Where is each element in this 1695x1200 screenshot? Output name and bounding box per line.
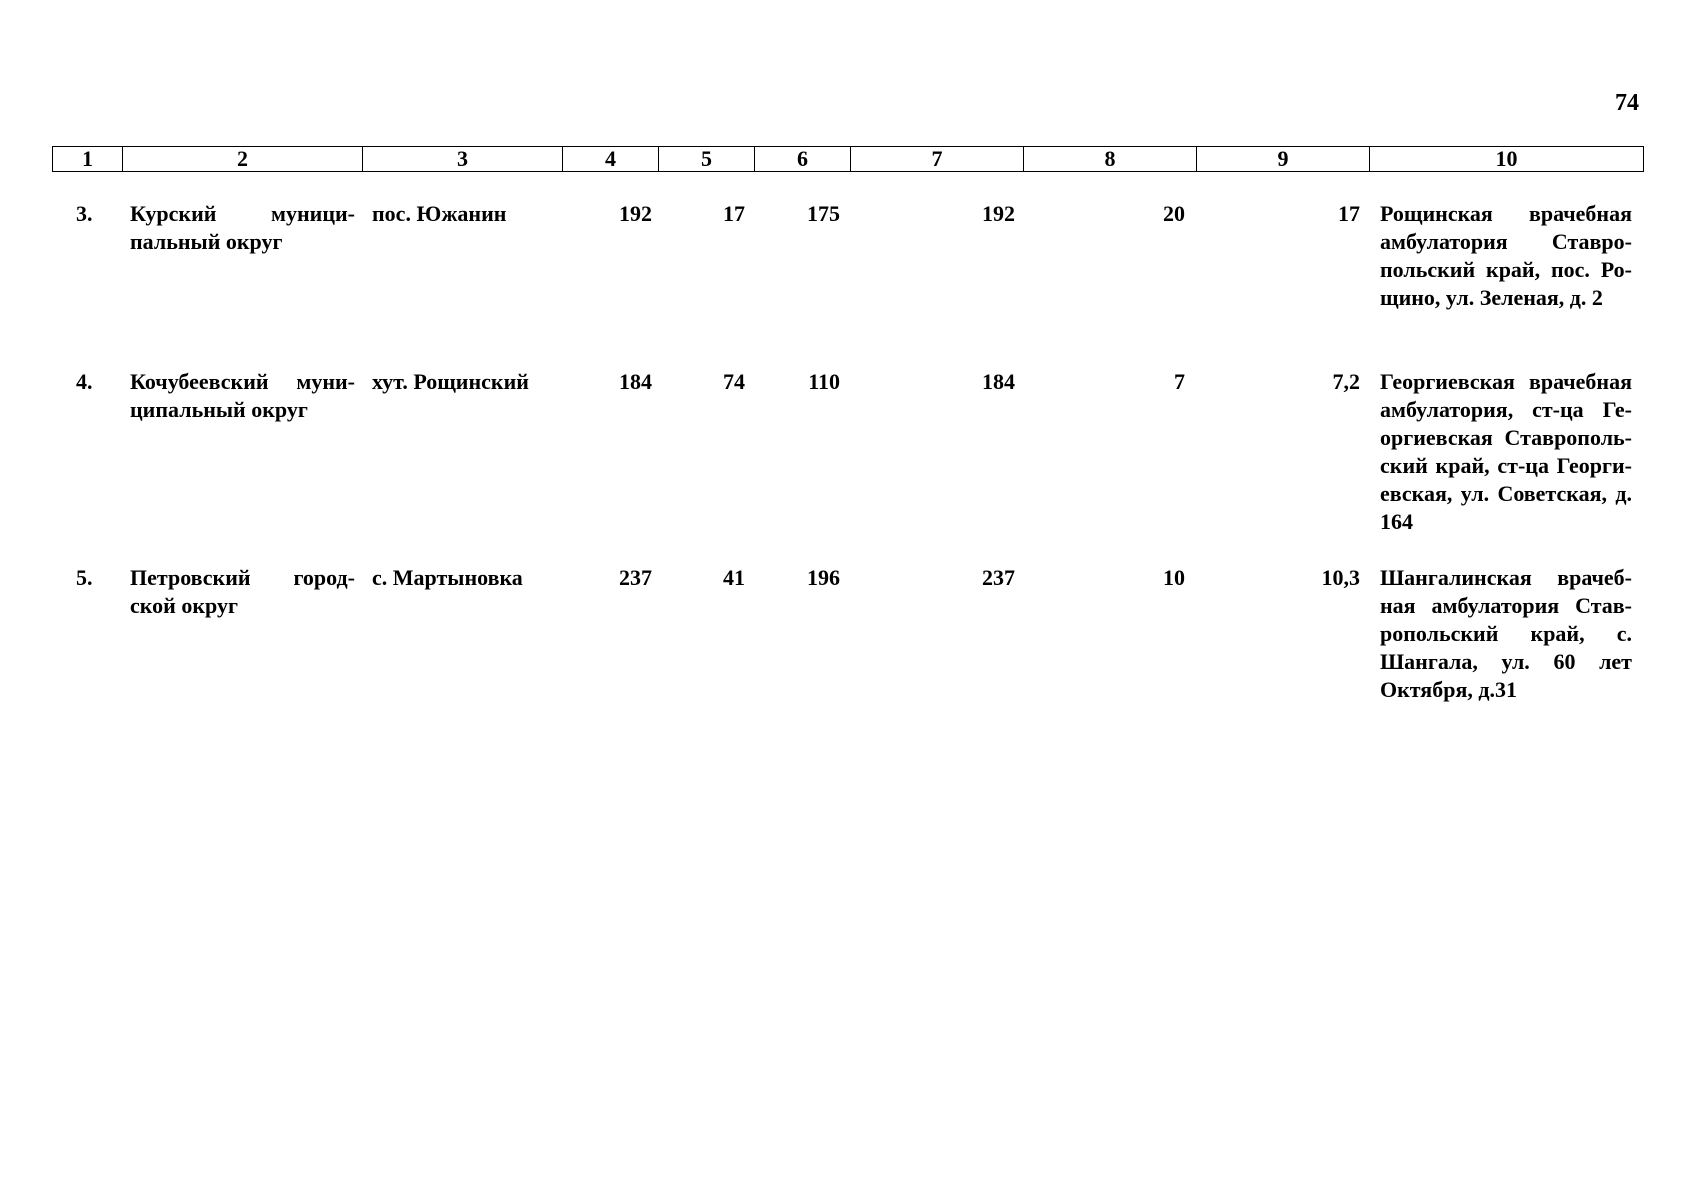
ambulatory-address: Георгиевская врачебная амбулатория, ст-ца Ге-оргиевская Ставрополь-ский край, ст-ца Георги-евская, ул. Советская, д. 164: [1380, 369, 1632, 534]
col-6-value: 175: [807, 201, 840, 226]
col-6-value: 196: [807, 565, 840, 590]
col-7-value: 237: [982, 565, 1015, 590]
header-col-7: 7: [851, 147, 1024, 172]
col-9-value: 10,3: [1321, 565, 1360, 590]
row-number: 3.: [76, 201, 93, 226]
col-8-value: 7: [1174, 369, 1185, 394]
col-4-value: 184: [619, 369, 652, 394]
col-8-value: 20: [1163, 201, 1185, 226]
ambulatory-address: Рощинская врачебная амбулатория Ставро-польский край, пос. Ро-щино, ул. Зеленая, д. 2: [1380, 201, 1632, 310]
col-4-value: 237: [619, 565, 652, 590]
col-8-value: 10: [1163, 565, 1185, 590]
header-col-4: 4: [563, 147, 659, 172]
district-name: Кочубеевский муни-ципальный округ: [130, 369, 355, 422]
row-number: 5.: [76, 565, 93, 590]
settlement-name: хут. Рощинский: [372, 369, 529, 394]
header-col-10: 10: [1370, 147, 1644, 172]
header-col-6: 6: [755, 147, 851, 172]
col-9-value: 7,2: [1332, 369, 1360, 394]
header-col-2: 2: [123, 147, 363, 172]
district-name: Курский муници-пальный округ: [130, 201, 355, 254]
col-7-value: 192: [982, 201, 1015, 226]
page-number: 74: [1615, 90, 1639, 116]
header-col-8: 8: [1024, 147, 1197, 172]
header-col-3: 3: [363, 147, 563, 172]
header-col-9: 9: [1197, 147, 1370, 172]
header-col-1: 1: [53, 147, 123, 172]
col-4-value: 192: [619, 201, 652, 226]
col-7-value: 184: [982, 369, 1015, 394]
col-6-value: 110: [808, 369, 840, 394]
col-5-value: 74: [723, 369, 745, 394]
settlement-name: пос. Южанин: [372, 201, 507, 226]
ambulatory-address: Шангалинская врачеб-ная амбулатория Став-ропольский край, с. Шангала, ул. 60 лет Октября, д.31: [1380, 565, 1632, 702]
row-number: 4.: [76, 369, 93, 394]
settlement-name: с. Мартыновка: [372, 565, 523, 590]
district-name: Петровский город-ской округ: [130, 565, 355, 618]
header-col-5: 5: [659, 147, 755, 172]
col-9-value: 17: [1338, 201, 1360, 226]
col-5-value: 41: [723, 565, 745, 590]
column-number-header: [52, 146, 1644, 172]
col-5-value: 17: [723, 201, 745, 226]
